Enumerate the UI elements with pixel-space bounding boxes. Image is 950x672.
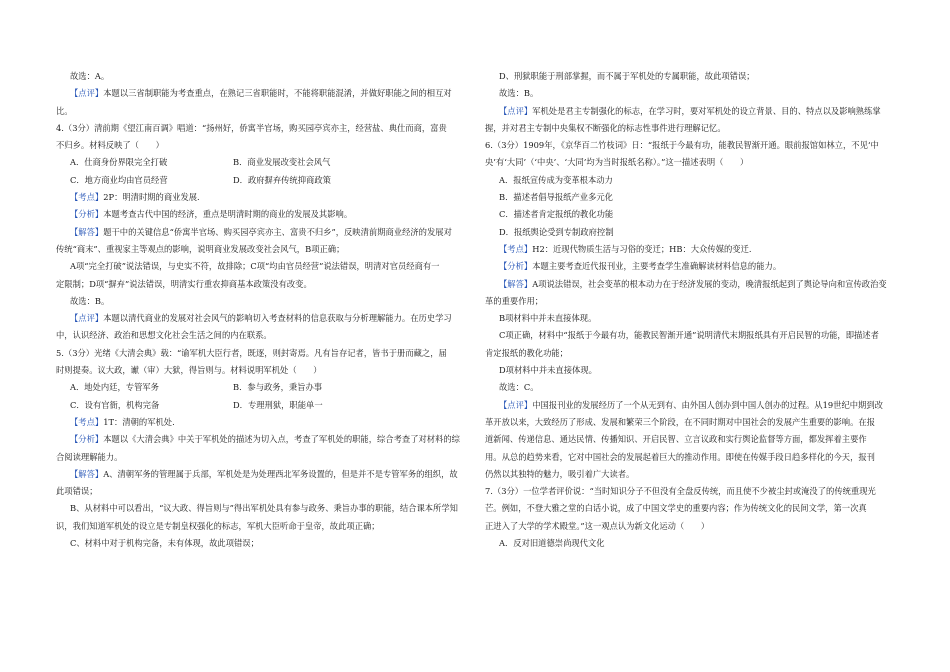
question-7-stem-cont: 正进入了大学的学术殿堂。”这一观点认为新文化运动（ ） <box>485 520 710 531</box>
solution-line: C、材料中对于机构完备，未有体现，故此项错误； <box>70 538 259 549</box>
question-4-stem: 4.（3分）清前期《望江南百调》唱道：“扬州好，侨寓半官场，购买园亭宾亦主，经营盐、典仕而商，富贵 <box>56 122 447 133</box>
solution: 【解答】题干中的关键信息“侨寓半官场、购买园亭宾亦主、富贵不归乡”，反映清前期商业经济的发展对 <box>70 226 452 237</box>
solution-line: B、从材料中可以看出，“议大政、得旨则与”得出军机处具有参与政务、秉旨办事的职能，结合课本所学知 <box>70 503 458 514</box>
solution: 【解答】A、清朝军务的管理属于兵部，军机处是为处理西北军务设置的，但是并不是专管军务的组织，故 <box>70 468 458 479</box>
comment-paragraph-cont: 握，并对君主专制中央集权不断强化的标志性事件进行理解记忆。 <box>485 122 726 133</box>
option-d: D．专理刑狱，职能单一 <box>233 399 323 410</box>
solution-line: D、刑狱职能于刑部掌握，而不属于军机处的专属职能，故此项错误； <box>499 71 755 81</box>
solution-line: D项材料中并未直接体现。 <box>499 365 597 376</box>
comment-tag: 【点评】 <box>70 313 104 324</box>
knowledge-point: 【考点】H2：近现代物质生活与习俗的变迁；HB：大众传媒的变迁. <box>499 243 752 254</box>
answer-line: 故选：C。 <box>499 382 539 393</box>
analysis-cont: 合阅读理解能力。 <box>56 451 123 462</box>
analysis: 【分析】本题主要考查近代报刊业，主要考查学生准确解读材料信息的能力。 <box>499 261 782 272</box>
solution-line: A项“完全打破”说法错误，与史实不符，故排除；C项“均由官员经营”说法错误，明清对官员经商有一 <box>70 261 440 272</box>
option-c: C．描述者肯定报纸的教化功能 <box>499 209 614 220</box>
comment-paragraph-cont: 仍然以其独特的魅力，吸引着广大读者。 <box>485 468 635 479</box>
analysis-tag: 【分析】 <box>70 209 104 220</box>
analysis: 【分析】本题考查古代中国的经济，重点是明清时期的商业的发展及其影响。 <box>70 209 353 220</box>
comment-paragraph: 【点评】中国报刊业的发展经历了一个从无到有、由外国人创办到中国人创办的过程。从19世纪中期到改 <box>499 399 883 410</box>
question-4-stem-cont: 不归乡。材料反映了（ ） <box>56 140 164 151</box>
option-d: D．报纸舆论受到专制政府控制 <box>499 226 614 237</box>
solution-line: C项正确，材料中“报纸于今最有功，能教民智渐开通”说明清代末期报纸具有开启民智的功能，即描述者 <box>499 330 879 341</box>
solution-line: 革的重要作用； <box>485 295 544 306</box>
solution-tag: 【解答】 <box>499 278 533 289</box>
question-5-stem-cont: 时则提奏。议大政，谳（审）大狱，得旨则与。材料说明军机处（ ） <box>56 365 322 376</box>
question-5-stem: 5.（3分）光绪《大清会典》载：“谕军机大臣行者，既逐，则封寄焉。凡有旨存记者，皆书于册而藏之，届 <box>56 347 447 358</box>
comment-tag: 【点评】 <box>499 105 533 116</box>
comment-paragraph-cont: 中，认识经济、政治和思想文化社会生活之间的内在联系。 <box>56 330 272 341</box>
question-5-options-ab <box>56 379 466 396</box>
question-7-stem-cont: 芒。例如，不登大雅之堂的白话小说，成了中国文学史的重要内容；作为传统文化的民间文学，第一次真 <box>485 503 867 514</box>
comment-paragraph: 【点评】本题以三省制职能为考查重点，在熟记三省职能时，不能将职能混淆，并做好职能之间的相互对 <box>70 88 452 99</box>
answer-line: 故选：B。 <box>499 88 539 99</box>
question-6-stem-cont: 央’有‘大同’（‘中央’、‘大同’均为当时报纸名称）。”这一描述表明（ ） <box>485 157 749 168</box>
solution-tag: 【解答】 <box>70 226 104 237</box>
option-a: A．仕商身份界限完全打破 <box>70 157 168 168</box>
option-a: A．报纸宣传成为变革根本动力 <box>499 174 613 185</box>
option-c: C．地方商业均由官员经营 <box>70 174 168 185</box>
solution-line: 定限制；D项“摒弃”说法错误，明清实行重农抑商基本政策没有改变。 <box>56 278 312 289</box>
right-column <box>485 68 897 552</box>
question-7-stem: 7.（3分）一位学者评价说：“当时知识分子不但没有全盘反传统，而且使不少被尘封或淹没了的传统重现光 <box>485 486 876 497</box>
knowledge-point: 【考点】1T：清朝的军机处. <box>70 416 175 427</box>
option-a: A．反对旧道德崇尚现代文化 <box>499 538 605 549</box>
option-d: D．政府摒弃传统抑商政策 <box>233 174 331 185</box>
comment-tag: 【点评】 <box>70 88 104 99</box>
question-4-options-ab <box>56 154 466 171</box>
comment-paragraph: 【点评】本题以清代商业的发展对社会风气的影响切入考查材料的信息获取与分析理解能力。在历史学习 <box>70 313 452 324</box>
knowledge-tag: 【考点】 <box>499 243 533 254</box>
comment-tag: 【点评】 <box>499 399 533 410</box>
question-6-stem: 6.（3分）1909年，《京华百二竹枝词》日：“报纸于今最有功，能教民智渐开通。眼前报馆如林立，不见‘中 <box>485 140 879 151</box>
solution-line: B项材料中并未直接体现。 <box>499 313 597 324</box>
comment-paragraph-cont: 革开放以来，大致经历了形成、发展和繁荣三个阶段，在不同时期对中国社会的发展产生重要的影响。在报 <box>485 416 875 427</box>
solution-tag: 【解答】 <box>70 468 104 479</box>
solution-line: 肯定报纸的教化功能； <box>485 347 568 358</box>
comment-paragraph-cont: 比。 <box>56 105 73 116</box>
knowledge-point: 【考点】2P：明清时期的商业发展. <box>70 192 200 203</box>
option-b: B．参与政务，秉旨办事 <box>233 382 323 393</box>
solution: 【解答】A项说法错误，社会变革的根本动力在于经济发展的变动，晚清报纸起到了舆论导向和宣传政治变 <box>499 278 887 289</box>
question-4-options-cd <box>56 172 466 189</box>
solution-line: 此项错误； <box>56 486 98 497</box>
solution-line: 识，我们知道军机处的设立是专制皇权强化的标志，军机大臣听命于皇帝，故此项正确； <box>56 520 380 531</box>
knowledge-tag: 【考点】 <box>70 416 104 427</box>
knowledge-tag: 【考点】 <box>70 192 104 203</box>
analysis: 【分析】本题以《大清会典》中关于军机处的描述为切入点，考查了军机处的职能，综合考查了对材料的综 <box>70 434 460 445</box>
comment-paragraph: 【点评】军机处是君主专制强化的标志，在学习时，要对军机处的设立背景、目的、特点以及影响熟练掌 <box>499 105 881 116</box>
option-b: B．商业发展改变社会风气 <box>233 157 331 168</box>
option-b: B．描述者倡导报纸产业多元化 <box>499 192 613 203</box>
option-c: C．设有官衙，机构完备 <box>70 399 160 410</box>
answer-line: 故选：B。 <box>70 295 110 306</box>
solution-line: 传统“商末”、重视家主等观点的影响，说明商业发展改变社会风气，B项正确； <box>56 243 345 254</box>
analysis-tag: 【分析】 <box>499 261 533 272</box>
analysis-tag: 【分析】 <box>70 434 104 445</box>
answer-line: 故选：A。 <box>70 71 110 81</box>
question-5-options-cd <box>56 397 466 414</box>
option-a: A．地处内廷，专管军务 <box>70 382 159 393</box>
comment-paragraph-cont: 道新闻、传递信息、通达民情、传播知识、开启民智、立言议政和实行舆论监督等方面，都发挥着主要作 <box>485 434 867 445</box>
comment-paragraph-cont: 用。从总的趋势来看，它对中国社会的发展起着巨大的推动作用。即使在传媒手段日趋多样化的今天，报刊 <box>485 451 875 462</box>
left-column <box>56 68 466 552</box>
